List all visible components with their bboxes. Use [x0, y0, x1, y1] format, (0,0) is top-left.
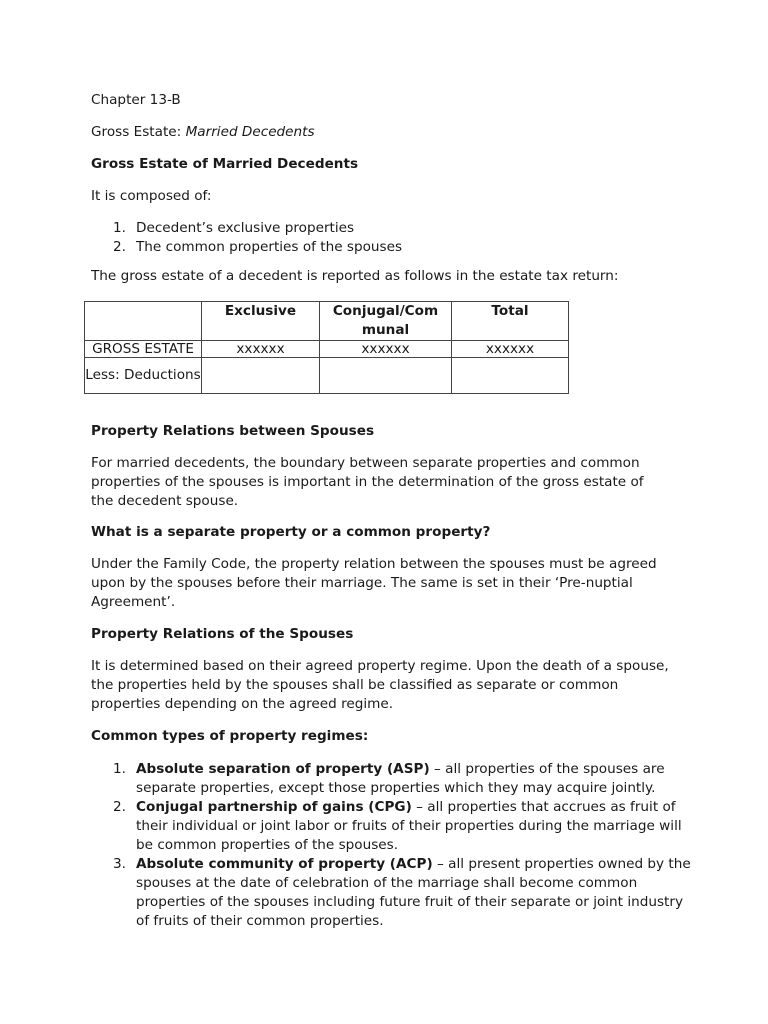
report-intro: The gross estate of a decedent is reported as follows in the estate tax return: — [91, 268, 619, 284]
list-item — [91, 238, 691, 257]
list-number: 2. — [113, 799, 126, 815]
table-cell — [202, 358, 320, 394]
table-header-row — [85, 302, 569, 341]
list-number: 1. — [113, 761, 126, 777]
table-cell: Less: Deductions — [85, 358, 202, 394]
estate-table — [84, 301, 569, 394]
paragraph-family-code: Under the Family Code, the property relation between the spouses must be agreed upon by the spouses before their marriage. The same is set in their ‘Pre-nuptial Agreement’. — [91, 556, 657, 610]
subtitle — [91, 123, 691, 142]
table-header: Conjugal/Com munal — [320, 302, 452, 341]
table-cell — [452, 358, 569, 394]
table-row — [85, 358, 569, 394]
regime-term: Absolute community of property (ACP) — [136, 856, 433, 872]
table-cell: xxxxxx — [320, 341, 452, 358]
regime-description: – all present properties owned by the spouses at the date of celebration of the marriage shall become common properties of the spouses including future fruit of their separate or joint industry of fruits of their common properties. — [136, 856, 691, 929]
subtitle-prefix: Gross Estate: — [91, 124, 186, 140]
list-number: 2. — [113, 239, 126, 255]
regime-description: – all properties that accrues as fruit of their individual or joint labor or fruits of their properties during the marriage will be common properties of the spouses. — [136, 799, 682, 853]
regime-term: Absolute separation of property (ASP) — [136, 761, 430, 777]
composed-intro: It is composed of: — [91, 188, 212, 204]
paragraph-regime: It is determined based on their agreed property regime. Upon the death of a spouse, the properties held by the spouses shall be classified as separate or common properties depending on the agreed regime. — [91, 658, 669, 712]
composed-list — [91, 219, 691, 257]
table-cell: GROSS ESTATE — [85, 341, 202, 358]
table-header: Exclusive — [202, 302, 320, 341]
table-cell: xxxxxx — [202, 341, 320, 358]
regimes-list — [91, 760, 691, 931]
table-header: Total — [452, 302, 569, 341]
list-item — [91, 798, 691, 855]
heading-property-relations: Property Relations between Spouses — [91, 423, 375, 439]
list-number: 1. — [113, 220, 126, 236]
heading-spouse-relations: Property Relations of the Spouses — [91, 626, 354, 642]
list-number: 3. — [113, 856, 126, 872]
list-item — [91, 760, 691, 798]
subtitle-emphasis: Married Decedents — [185, 124, 315, 140]
list-text: The common properties of the spouses — [136, 239, 403, 255]
table-cell — [320, 358, 452, 394]
heading-separate-or-common: What is a separate property or a common property? — [91, 524, 491, 540]
paragraph-boundary: For married decedents, the boundary between separate properties and common properties of the spouses is important in the determination of the gross estate of the decedent spouse. — [91, 455, 644, 509]
table-header — [85, 302, 202, 341]
heading-gross-estate: Gross Estate of Married Decedents — [91, 156, 359, 172]
table-cell: xxxxxx — [452, 341, 569, 358]
heading-common-regimes: Common types of property regimes: — [91, 728, 369, 744]
regime-description: – all properties of the spouses are separate properties, except those properties which they may acquire jointly. — [136, 761, 665, 796]
chapter-label: Chapter 13-B — [91, 92, 181, 108]
list-item — [91, 855, 691, 931]
regime-term: Conjugal partnership of gains (CPG) — [136, 799, 412, 815]
list-text: Decedent’s exclusive properties — [136, 220, 355, 236]
list-item — [91, 219, 691, 238]
table-row — [85, 341, 569, 358]
